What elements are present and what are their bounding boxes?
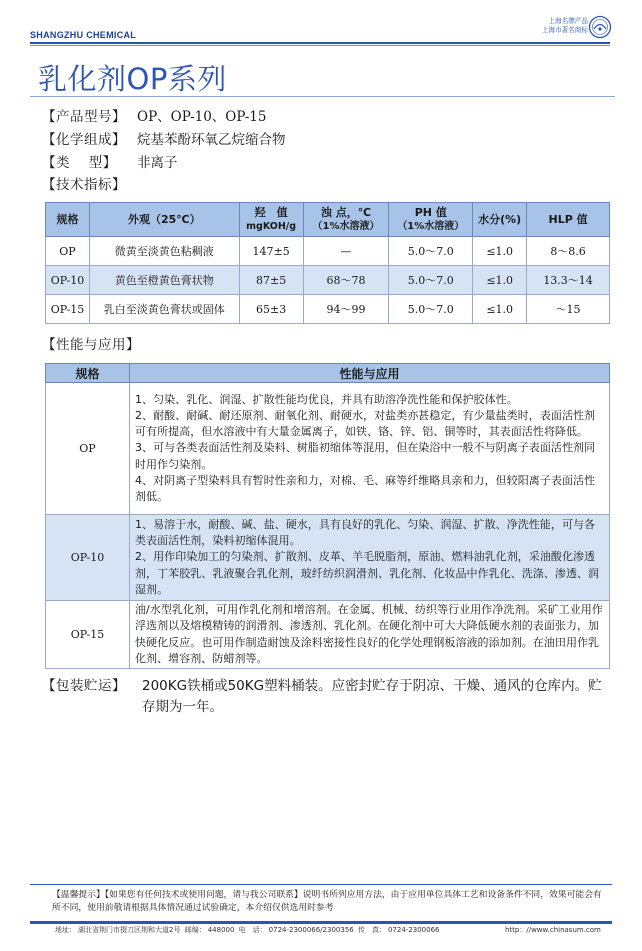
spec-cell-cloud: — xyxy=(303,237,389,266)
page-header xyxy=(0,0,642,50)
footer-rule-thick xyxy=(30,921,612,924)
info-composition xyxy=(42,131,286,149)
model-value: OP、OP-10、OP-15 xyxy=(137,109,267,125)
spec-cell-ph: 5.0～7.0 xyxy=(389,237,473,266)
spec-cell-ph: 5.0～7.0 xyxy=(389,266,473,295)
perf-line: 1、易溶于水，耐酸、碱、盐、硬水，具有良好的乳化、匀染、润湿、扩散、净洗性能，可与各类表面活性剂，染料初缩体混用。 xyxy=(135,517,596,548)
phone-label: 电 话： xyxy=(238,926,267,934)
type-label: 【类 型】 xyxy=(42,155,117,171)
perf-cell-model: OP-10 xyxy=(46,515,130,601)
ph-line-2: （1%水溶液） xyxy=(397,220,465,232)
packaging-label: 【包装贮运】 xyxy=(42,678,126,694)
address-label: 地址： xyxy=(55,926,76,934)
company-brand: SHANGZHU CHEMICAL xyxy=(30,30,137,40)
spec-header-hlb: HLP 值 xyxy=(527,203,610,237)
spec-row xyxy=(46,237,610,266)
perf-header-desc: 性能与应用 xyxy=(130,364,610,383)
postcode-label: 邮编： xyxy=(184,926,206,934)
spec-header-row xyxy=(46,203,610,237)
performance-table xyxy=(45,363,610,669)
title-rule xyxy=(30,96,615,97)
composition-label: 【化学组成】 xyxy=(42,132,126,148)
spec-cell-appearance: 乳白至淡黄色膏状或固体 xyxy=(89,295,239,324)
ph-line-1: PH 值 xyxy=(414,205,447,219)
type-value: 非离子 xyxy=(137,155,178,171)
perf-line: 2、用作印染加工的匀染剂、扩散剂、皮革、羊毛脱脂剂，原油、燃料油乳化剂，采油酸化渗透剂，丁苯胶乳、乳液聚合乳化剂，玻纤纺织润滑剂、乳化剂、化妆品中作乳化、洗涤、渗透、润湿剂。 xyxy=(135,550,600,596)
spec-cell-hlb: 8～8.6 xyxy=(527,237,610,266)
header-rule xyxy=(30,42,610,44)
perf-line: 3、可与各类表面活性剂及染料、树脂初缩体等混用，但在染浴中一般不与阴离子表面活性剂同时用作匀染剂。 xyxy=(135,441,596,471)
phone-value: 0724-2300066/2300356 xyxy=(268,926,354,934)
spec-header-cloud xyxy=(303,203,389,237)
spec-cell-hydroxyl: 147±5 xyxy=(239,237,303,266)
spec-cell-model: OP-15 xyxy=(46,295,90,324)
info-specs xyxy=(42,176,137,194)
fax-label: 传 真： xyxy=(357,926,386,934)
perf-line: 2、耐酸、耐碱、耐还原剂、耐氧化剂、耐硬水，对盐类亦甚稳定，有少量盐类时，表面活性剂可有所提高，但水溶液中有大量金属离子，如铁、铬、锌、铝、铜等时，其表面活性将降低。 xyxy=(135,408,596,439)
spec-header-hydroxyl xyxy=(239,203,303,237)
spec-row xyxy=(46,295,610,324)
perf-cell-desc xyxy=(130,515,610,601)
header-rule-thin xyxy=(30,45,610,46)
spec-table xyxy=(45,202,610,324)
footer-contact xyxy=(55,925,441,935)
spec-cell-ph: 5.0～7.0 xyxy=(389,295,473,324)
postcode-value: 448000 xyxy=(207,926,235,934)
spec-cell-appearance: 黄色至橙黄色膏状物 xyxy=(89,266,239,295)
spec-header-ph xyxy=(389,203,473,237)
spec-cell-water: ≤1.0 xyxy=(473,237,527,266)
spec-cell-hlb: 13.3～14 xyxy=(527,266,610,295)
spec-cell-model: OP xyxy=(46,237,90,266)
spec-cell-appearance: 微黄至淡黄色粘稠液 xyxy=(89,237,239,266)
footer-notice: 【温馨提示】【如果您有任何技术或使用问题，请与我公司联系】说明书所列应用方法，由于应用单位具体工艺和设备条件不同，效果可能会有所不同，使用前敬请根据具体情况通过试验确定，本介绍仅供选用时参考 xyxy=(52,890,602,913)
cloud-line-1: 浊 点，℃ xyxy=(320,205,372,219)
spec-header-model: 规格 xyxy=(46,203,90,237)
spec-header-appearance: 外观（25℃） xyxy=(89,203,239,237)
spec-cell-cloud: 94～99 xyxy=(303,295,389,324)
performance-section-title: 【性能与应用】 xyxy=(42,337,140,353)
perf-row xyxy=(46,383,610,515)
spec-cell-water: ≤1.0 xyxy=(473,266,527,295)
perf-cell-model: OP-15 xyxy=(46,601,130,669)
cloud-line-2: （1%水溶液） xyxy=(312,220,380,232)
hydroxyl-line-2: mgKOH/g xyxy=(246,220,297,232)
honor-text xyxy=(516,17,588,34)
info-model xyxy=(42,108,266,126)
address-value: 湖北省荆门市掇刀区荆和大道2号 xyxy=(78,926,181,934)
hydroxyl-line-1: 羟 值 xyxy=(254,205,288,219)
website-link[interactable]: http：//www.chinasum.com xyxy=(505,926,601,934)
specs-label: 【技术指标】 xyxy=(42,177,126,193)
spec-row xyxy=(46,266,610,295)
perf-cell-desc xyxy=(130,383,610,515)
spec-cell-cloud: 68～78 xyxy=(303,266,389,295)
composition-value: 烷基苯酚环氧乙烷缩合物 xyxy=(137,132,286,148)
spec-cell-water: ≤1.0 xyxy=(473,295,527,324)
spec-cell-hlb: ～15 xyxy=(527,295,610,324)
spec-header-water: 水分(%) xyxy=(473,203,527,237)
spec-cell-model: OP-10 xyxy=(46,266,90,295)
info-type xyxy=(42,154,178,172)
company-emblem-icon xyxy=(588,15,612,39)
perf-cell-model: OP xyxy=(46,383,130,515)
fax-value: 0724-2300066 xyxy=(387,926,440,934)
spec-cell-hydroxyl: 65±3 xyxy=(239,295,303,324)
perf-header-row xyxy=(46,364,610,383)
perf-row xyxy=(46,601,610,669)
honor-line-1: 上海名牌产品 xyxy=(548,17,588,25)
perf-row xyxy=(46,515,610,601)
honor-line-2: 上海市著名商标 xyxy=(541,25,588,34)
footer-rule xyxy=(30,884,612,885)
perf-cell-desc xyxy=(130,601,610,669)
spec-cell-hydroxyl: 87±5 xyxy=(239,266,303,295)
perf-line: 4、对阴离子型染料具有暂时性亲和力，对棉、毛、麻等纤维略具亲和力，但较阳离子表面活性剂低。 xyxy=(135,473,596,503)
perf-line: 油/水型乳化剂，可用作乳化剂和增溶剂。在金属、机械、纺织等行业用作净洗剂。采矿工业用作浮选剂以及熔模精铸的润滑剂、渗透剂、乳化剂。在硬化剂中可大大降低硬水剂的表面张力，加快硬化反应。也可用作制造耐蚀及涂料密接性良好的化学处理钢板溶液的添加剂。在油田用作乳化剂、增容剂、防蜡剂等。 xyxy=(135,603,603,665)
packaging-text: 200KG铁桶或50KG塑料桶装。应密封贮存于阴凉、干燥、通风的仓库内。贮存期为一年。 xyxy=(142,678,602,715)
perf-header-model: 规格 xyxy=(46,364,130,383)
page-title: 乳化剂OP系列 xyxy=(38,62,227,96)
model-label: 【产品型号】 xyxy=(42,109,126,125)
perf-line: 1、匀染、乳化、润湿、扩散性能均优良，并具有助溶净洗性能和保护胶体性。 xyxy=(135,392,518,406)
